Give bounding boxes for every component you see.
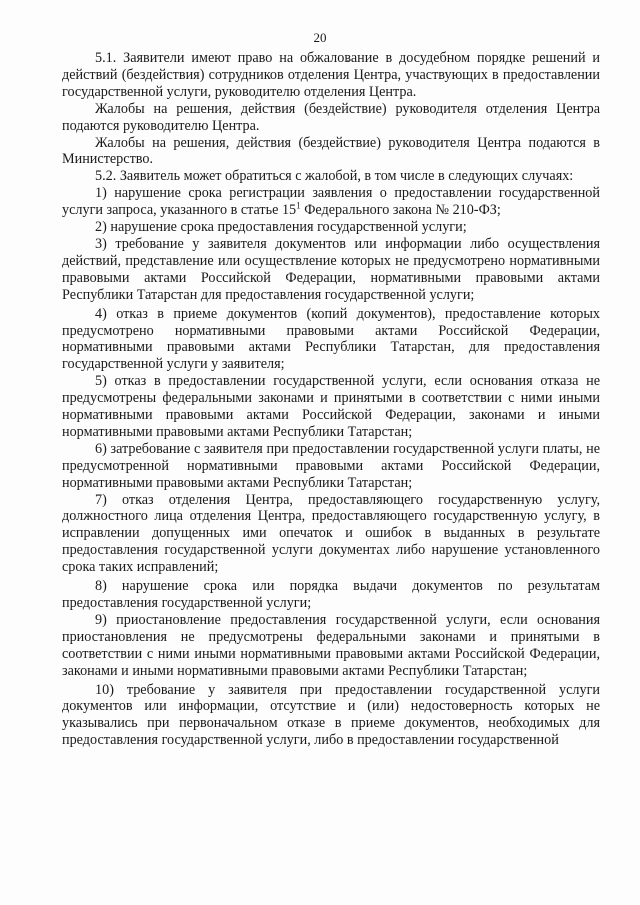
list-item-10: 10) требование у заявителя при предоставлении государственной услуги документов или информации, отсутствие и (или) недостоверность которых не указывались при первоначальном отказе в приеме документов, необходимых для предоставления государственной услуги, либо в предоставлении государственной [62,681,600,749]
paragraph-5-1: 5.1. Заявители имеют право на обжалование в досудебном порядке решений и действий (бездействия) сотрудников отделения Центра, участвующих в предоставлении государственной услуги, руководителю отделения Центра. [62,50,600,100]
document-body [62,50,600,749]
list-item-6: 6) затребование с заявителя при предоставлении государственной услуги платы, не предусмотренной нормативными правовыми актами Российской Федерации, нормативными правовыми актами Республики Татарстан; [62,440,600,491]
list-item-1 [62,185,600,219]
list-item-1-text: 1) нарушение срока регистрации заявления о предоставлении государственной услуги запроса, указанного в статье 15 [62,185,600,219]
list-item-8: 8) нарушение срока или порядка выдачи документов по результатам предоставления государственной услуги; [62,578,600,611]
paragraph-complaint-center: Жалобы на решения, действия (бездействие) руководителя отделения Центра подаются руководителю Центра. [62,100,600,134]
paragraph-5-2: 5.2. Заявитель может обратиться с жалобой, в том числе в следующих случаях: [95,168,574,185]
paragraph-complaint-ministry: Жалобы на решения, действия (бездействие) руководителя Центра подаются в Министерство. [62,134,600,168]
page-number: 20 [313,30,327,45]
list-item-2: 2) нарушение срока предоставления государственной услуги; [95,219,467,236]
list-item-3: 3) требование у заявителя документов или информации либо осуществления действий, представление или осуществление которых не предусмотрено нормативными правовыми актами Российской Федерации, нормативными правовыми актами Республики Татарстан для предоставления государственной услуги; [62,235,600,303]
list-item-5: 5) отказ в предоставлении государственной услуги, если основания отказа не предусмотрены федеральными законами и принятыми в соответствии с ними иными нормативными правовыми актами Российской Федерации, законами и иными нормативными правовыми актами Республики Татарстан; [62,373,600,440]
list-item-7: 7) отказ отделения Центра, предоставляющего государственную услугу, должностного лица отделения Центра, предоставляющего государственную услугу, в исправлении допущенных ими опечаток и ошибок в выданных в результате предоставления государственной услуги документах либо нарушение установленного срока таких исправлений; [62,491,600,576]
list-item-9: 9) приостановление предоставления государственной услуги, если основания приостановления не предусмотрены федеральными законами и принятыми в соответствии с ними иными нормативными правовыми актами Российской Федерации, законами и иными нормативными правовыми актами Республики Татарстан; [62,611,600,679]
list-item-1-tail: Федерального закона № 210-ФЗ; [300,202,501,219]
list-item-4: 4) отказ в приеме документов (копий документов), предоставление которых предусмотрено нормативными правовыми актами Российской Федерации, нормативными правовыми актами Республики Татарстан, для предоставления государственной услуги у заявителя; [62,305,600,373]
footnote-superscript: 1 [296,200,301,211]
